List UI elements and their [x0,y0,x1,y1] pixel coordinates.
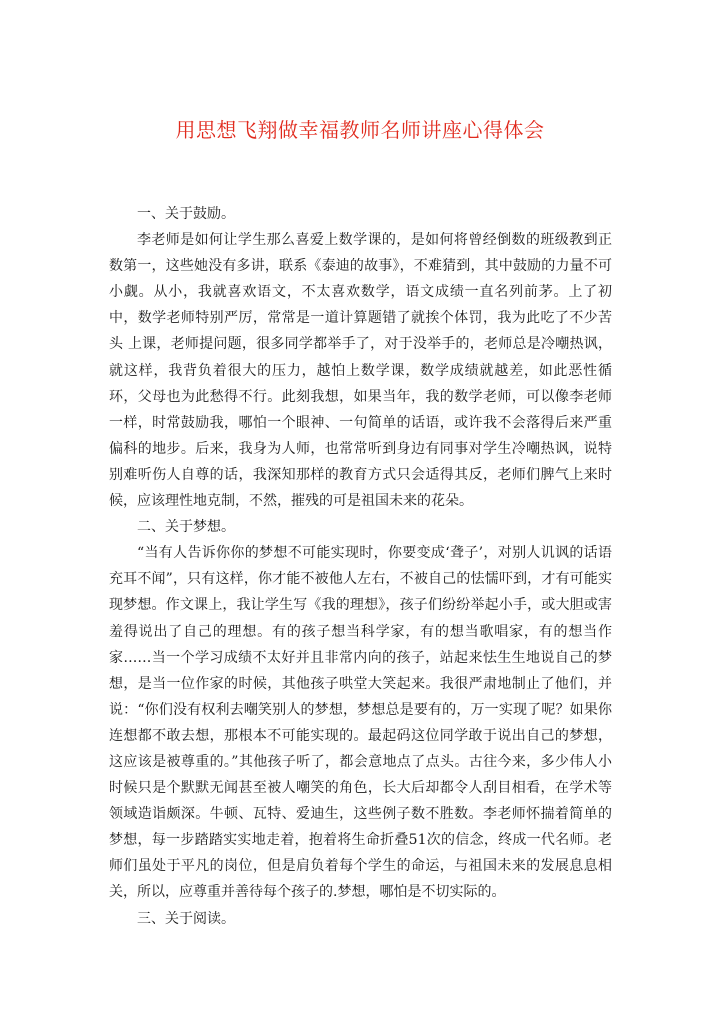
document-title: 用思想飞翔做幸福教师名师讲座心得体会 [175,118,545,142]
section-heading-encouragement: 一、关于鼓励。 [137,206,235,222]
document-body [109,201,612,932]
section-heading-dreams: 二、关于梦想。 [137,519,235,536]
section-heading-reading: 三、关于阅读。 [137,910,235,927]
section-paragraph-dreams: “当有人告诉你你的梦想不可能实现时，你要变成‘聋子’，对别人讥讽的话语充耳不闻”，只有这样，你才能不被他人左右，不被自己的怯懦吓到，才有可能实现梦想。作文课上，我让学生写《我的理想》，孩子们纷纷举起小手，或大胆或害羞得说出了自己的理想。有的孩子想当科学家，有的想当歌唱家，有的想当作家……当一个学习成绩不太好并且非常内向的孩子，站起来怯生生地说自己的梦想，是当一位作家的时候，其他孩子哄堂大笑起来。我很严肃地制止了他们，并说：“你们没有权利去嘲笑别人的梦想，梦想总是要有的，万一实现了呢？如果你连想都不敢去想，那根本不可能实现的。最起码这位同学敢于说出自己的梦想，这应该是被尊重的。”其他孩子听了，都会意地点了点头。古往今来，多少伟人小时候只是个默默无闻甚至被人嘲笑的角色，长大后却都令人刮目相看，在学术等领域造诣颇深。牛顿、瓦特、爱迪生，这些例子数不胜数。李老师怀揣着简单的梦想，每一步踏踏实实地走着，抱着将生命折叠51次的信念，终成一代名师。老师们虽处于平凡的岗位，但是肩负着每个学生的命运，与祖国未来的发展息息相关，所以，应尊重并善待每个孩子的.梦想，哪怕是不切实际的。 [109,545,612,901]
section-paragraph-encouragement: 李老师是如何让学生那么喜爱上数学课的，是如何将曾经倒数的班级教到正数第一，这些她没有多讲，联系《泰迪的故事》，不难猜到，其中鼓励的力量不可小觑。从小，我就喜欢语文，不太喜欢数学，语文成绩一直名列前茅。上了初中，数学老师特别严厉，常常是一道计算题错了就挨个体罚，我为此吃了不少苦头 上课，老师提问题，很多同学都举手了，对于没举手的，老师总是冷嘲热讽，就这样，我背负着很大的压力，越怕上数学课，数学成绩就越差，如此恶性循环，父母也为此愁得不行。此刻我想，如果当年，我的数学老师，可以像李老师一样，时常鼓励我，哪怕一个眼神、一句简单的话语，或许我不会落得后来严重偏科的地步。后来，我身为人师，也常常听到身边有同事对学生冷嘲热讽，说特别难听伤人自尊的话，我深知那样的教育方式只会适得其反，老师们脾气上来时候，应该理性地克制，不然，摧残的可是祖国未来的花朵。 [109,232,612,510]
